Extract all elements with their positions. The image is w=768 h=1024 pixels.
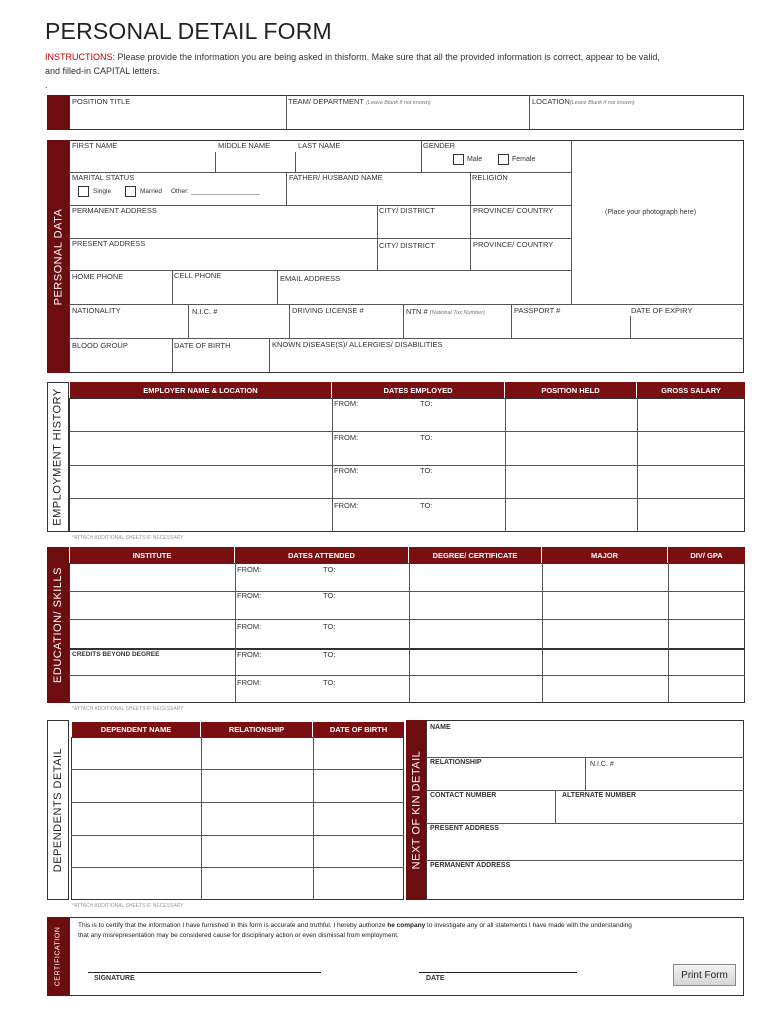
dates-attended-header: DATES ATTENDED [235, 547, 409, 563]
edu-to-5[interactable]: TO: [323, 678, 336, 687]
home-phone-label: HOME PHONE [72, 272, 124, 281]
team-hint: (Leave Blank if not known) [365, 100, 431, 106]
last-name-label: LAST NAME [298, 141, 341, 150]
divider [571, 140, 572, 304]
divider [69, 619, 745, 620]
emp-from-2[interactable]: FROM: [334, 433, 359, 442]
divider [426, 790, 744, 791]
divider [426, 823, 744, 824]
certification-text2: that any misrepresentation may be considered cause for disciplinary action or even dismissal from employment. [78, 932, 399, 939]
kin-present-label: PRESENT ADDRESS [430, 825, 499, 832]
divider [201, 737, 202, 900]
divider [71, 835, 404, 836]
single-label: Single [93, 188, 112, 195]
divider [71, 867, 404, 868]
permanent-address-label: PERMANENT ADDRESS [72, 206, 157, 215]
cell-phone-field[interactable] [174, 271, 221, 280]
present-address-field[interactable] [72, 239, 145, 248]
position-accent-bar [47, 95, 69, 130]
kin-relationship-label: RELATIONSHIP [430, 759, 482, 766]
divider [505, 398, 506, 532]
kin-name-label: NAME [430, 724, 451, 731]
middle-name-label: MIDDLE NAME [218, 141, 271, 150]
female-label: Female [512, 156, 536, 163]
divider [286, 172, 287, 205]
gender-label: GENDER [423, 141, 456, 150]
employment-note: *ATTACH ADDITIONAL SHEETS IF NECESSARY [72, 535, 184, 541]
marital-status-label: MARITAL STATUS [72, 173, 135, 182]
present-address-label: PRESENT ADDRESS [72, 239, 146, 248]
driving-license-label: DRIVING LICENSE # [292, 306, 364, 315]
divider [332, 398, 333, 532]
last-name-field[interactable] [298, 141, 340, 150]
driving-license-field[interactable] [292, 306, 364, 315]
disease-field[interactable] [272, 340, 442, 349]
edu-from-1[interactable]: FROM: [237, 565, 262, 574]
nationality-label: NATIONALITY [72, 306, 121, 315]
dates-employed-header: DATES EMPLOYED [332, 382, 505, 398]
disease-label: KNOWN DISEASE(S)/ ALLERGIES/ DISABILITIES [272, 340, 443, 349]
blood-group-field[interactable] [72, 341, 128, 350]
instructions-dot: . [45, 80, 48, 90]
edu-to-4[interactable]: TO: [323, 650, 336, 659]
dob-field[interactable] [174, 341, 230, 350]
city1-label: CITY/ DISTRICT [379, 206, 435, 215]
kin-name-field[interactable] [430, 724, 451, 731]
edu-from-3[interactable]: FROM: [237, 622, 262, 631]
kin-permanent-label: PERMANENT ADDRESS [430, 862, 511, 869]
dob-header: DATE OF BIRTH [313, 722, 404, 737]
divider [295, 152, 296, 172]
divider [69, 591, 745, 592]
company-name: he company [387, 922, 426, 929]
certification-text-b: to investigate any or all statements I have made with the understanding [425, 922, 632, 929]
divider [71, 769, 404, 770]
divider [289, 304, 290, 338]
divider [668, 563, 669, 703]
divider [470, 172, 471, 205]
edu-from-4[interactable]: FROM: [237, 650, 262, 659]
married-label: Married [140, 188, 163, 195]
edu-to-2[interactable]: TO: [323, 591, 336, 600]
other-field[interactable]: Other: ___________________ [171, 188, 260, 195]
personal-data-bar [47, 140, 69, 373]
province2-label: PROVINCE/ COUNTRY [473, 240, 554, 249]
education-bar [47, 547, 69, 703]
divider [69, 338, 744, 339]
divider [69, 304, 744, 305]
team-field[interactable] [288, 97, 431, 106]
province2-field[interactable] [473, 240, 553, 249]
divider [511, 304, 512, 338]
emp-to-2[interactable]: TO: [420, 433, 433, 442]
emp-from-3[interactable]: FROM: [334, 466, 359, 475]
divider [529, 95, 530, 130]
father-husband-label: FATHER/ HUSBAND NAME [289, 173, 383, 182]
divider [403, 304, 404, 338]
print-form-button[interactable]: Print Form [673, 964, 736, 986]
divider [69, 675, 745, 676]
kin-present-field[interactable] [430, 825, 499, 832]
instructions [45, 50, 745, 92]
date-line[interactable] [419, 972, 577, 973]
location-label: LOCATION [532, 97, 570, 106]
email-label: EMAIL ADDRESS [280, 274, 341, 283]
edu-to-3[interactable]: TO: [323, 622, 336, 631]
married-checkbox[interactable] [125, 186, 136, 197]
photo-placeholder[interactable]: (Place your photograph here) [605, 209, 697, 216]
kin-relationship-field[interactable] [430, 759, 482, 766]
blood-group-label: BLOOD GROUP [72, 341, 128, 350]
page-title: PERSONAL DETAIL FORM [45, 18, 332, 44]
certification-text [78, 921, 738, 941]
divider [269, 338, 270, 373]
certification-text-a: This is to certify that the information I have furnished in this form is accurate and truthful. I hereby authorize [78, 922, 388, 929]
instructions-text: Please provide the information you are being asked in thisform. Make sure that all the provided information is correct, appear to be valid, [117, 52, 660, 62]
divider [637, 398, 638, 532]
religion-field[interactable] [472, 173, 508, 182]
divider [421, 140, 422, 172]
kin-bar [406, 720, 426, 900]
religion-label: RELIGION [472, 173, 508, 182]
divider [585, 757, 586, 790]
divider [69, 270, 571, 271]
location-field[interactable] [532, 97, 635, 106]
ntn-label: NTN # [406, 307, 428, 316]
dependents-title: DEPENDENTS DETAIL [52, 747, 64, 873]
divider [470, 205, 471, 270]
dob-label: DATE OF BIRTH [174, 341, 231, 350]
divider [215, 152, 216, 172]
nic-field[interactable] [192, 307, 217, 316]
position-held-header: POSITION HELD [505, 382, 637, 398]
first-name-field[interactable] [72, 141, 117, 150]
first-name-label: FIRST NAME [72, 141, 118, 150]
dependents-table [71, 737, 404, 900]
single-checkbox[interactable] [78, 186, 89, 197]
divider [555, 790, 556, 823]
divider [71, 802, 404, 803]
edu-from-5[interactable]: FROM: [237, 678, 262, 687]
kin-alternate-label: ALTERNATE NUMBER [562, 792, 637, 799]
nic-label: N.I.C. # [192, 307, 218, 316]
edu-to-1[interactable]: TO: [323, 565, 336, 574]
middle-name-field[interactable] [218, 141, 270, 150]
cell-phone-label: CELL PHONE [174, 271, 222, 280]
relationship-header: RELATIONSHIP [201, 722, 313, 737]
divider [409, 563, 410, 703]
father-husband-field[interactable] [289, 173, 383, 182]
province1-field[interactable] [473, 206, 553, 215]
city1-field[interactable] [379, 206, 435, 215]
kin-contact-label: CONTACT NUMBER [430, 792, 497, 799]
divider [172, 338, 173, 373]
instructions-prefix: INSTRUCTIONS: [45, 52, 116, 62]
divider [69, 465, 745, 466]
certification-title: CERTIFICATION [54, 926, 62, 987]
divider [277, 270, 278, 304]
divider [313, 737, 314, 900]
province1-label: PROVINCE/ COUNTRY [473, 206, 554, 215]
ntn-field[interactable] [406, 307, 485, 316]
city2-label: CITY/ DISTRICT [379, 241, 435, 250]
city2-field[interactable] [379, 241, 435, 250]
emp-from-4[interactable]: FROM: [334, 501, 359, 510]
divider [426, 860, 744, 861]
signature-label: SIGNATURE [94, 975, 135, 982]
kin-permanent-field[interactable] [430, 862, 510, 869]
passport-field[interactable] [514, 306, 560, 315]
education-table [69, 563, 745, 703]
divider [630, 316, 631, 338]
date-label: DATE [426, 975, 445, 982]
credits-beyond-degree: CREDITS BEYOND DEGREE [72, 651, 160, 658]
education-title: EDUCATION/ SKILLS [52, 567, 65, 683]
divider [69, 648, 745, 650]
dependents-bar [47, 720, 69, 900]
female-checkbox[interactable] [498, 154, 509, 165]
institute-header: INSTITUTE [70, 547, 235, 563]
kin-contact-field[interactable] [430, 792, 496, 799]
dependents-note: *ATTACH ADDITIONAL SHEETS IF NECESSARY [72, 903, 184, 909]
gross-salary-header: GROSS SALARY [637, 382, 745, 398]
kin-nic-label: N.I.C. # [590, 761, 614, 768]
kin-nic-field[interactable] [590, 761, 614, 768]
divider [69, 431, 745, 432]
divider [188, 304, 189, 338]
nationality-field[interactable] [72, 306, 121, 315]
divider [286, 95, 287, 130]
degree-header: DEGREE/ CERTIFICATE [409, 547, 542, 563]
ntn-hint: (National Tax Number) [429, 310, 485, 316]
home-phone-field[interactable] [72, 272, 123, 281]
certification-bar [47, 917, 69, 996]
position-title-field[interactable] [72, 97, 130, 106]
signature-line[interactable] [88, 972, 321, 973]
email-field[interactable] [280, 274, 340, 283]
edu-from-2[interactable]: FROM: [237, 591, 262, 600]
passport-label: PASSPORT # [514, 306, 561, 315]
emp-from-1[interactable]: FROM: [334, 399, 359, 408]
kin-title: NEXT OF KIN DETAIL [410, 750, 422, 870]
location-hint: (Leave Blank if not known) [569, 100, 635, 106]
kin-alternate-field[interactable] [562, 792, 636, 799]
position-title-label: POSITION TITLE [72, 97, 131, 106]
divider [69, 498, 745, 499]
team-label: TEAM/ DEPARTMENT [288, 97, 364, 106]
employment-bar [47, 382, 69, 532]
div-gpa-header: DIV/ GPA [668, 547, 745, 563]
divider [542, 563, 543, 703]
expiry-label: DATE OF EXPIRY [631, 306, 693, 315]
divider [172, 270, 173, 304]
male-checkbox[interactable] [453, 154, 464, 165]
male-label: Male [467, 156, 483, 163]
kin-box [426, 720, 744, 900]
employment-title: EMPLOYMENT HISTORY [52, 388, 64, 526]
divider [377, 205, 378, 270]
instructions-text2: and filled-in CAPITAL letters. [45, 66, 160, 76]
personal-data-title: PERSONAL DATA [52, 208, 65, 305]
major-header: MAJOR [542, 547, 668, 563]
emp-to-4[interactable]: TO: [420, 501, 433, 510]
expiry-field[interactable] [631, 306, 692, 315]
employer-header: EMPLOYER NAME & LOCATION [70, 382, 332, 398]
dependent-name-header: DEPENDENT NAME [72, 722, 201, 737]
emp-to-1[interactable]: TO: [420, 399, 433, 408]
education-note: *ATTACH ADDITIONAL SHEETS IF NECESSARY [72, 706, 184, 712]
emp-to-3[interactable]: TO: [420, 466, 433, 475]
divider [235, 563, 236, 703]
permanent-address-field[interactable] [72, 206, 157, 215]
